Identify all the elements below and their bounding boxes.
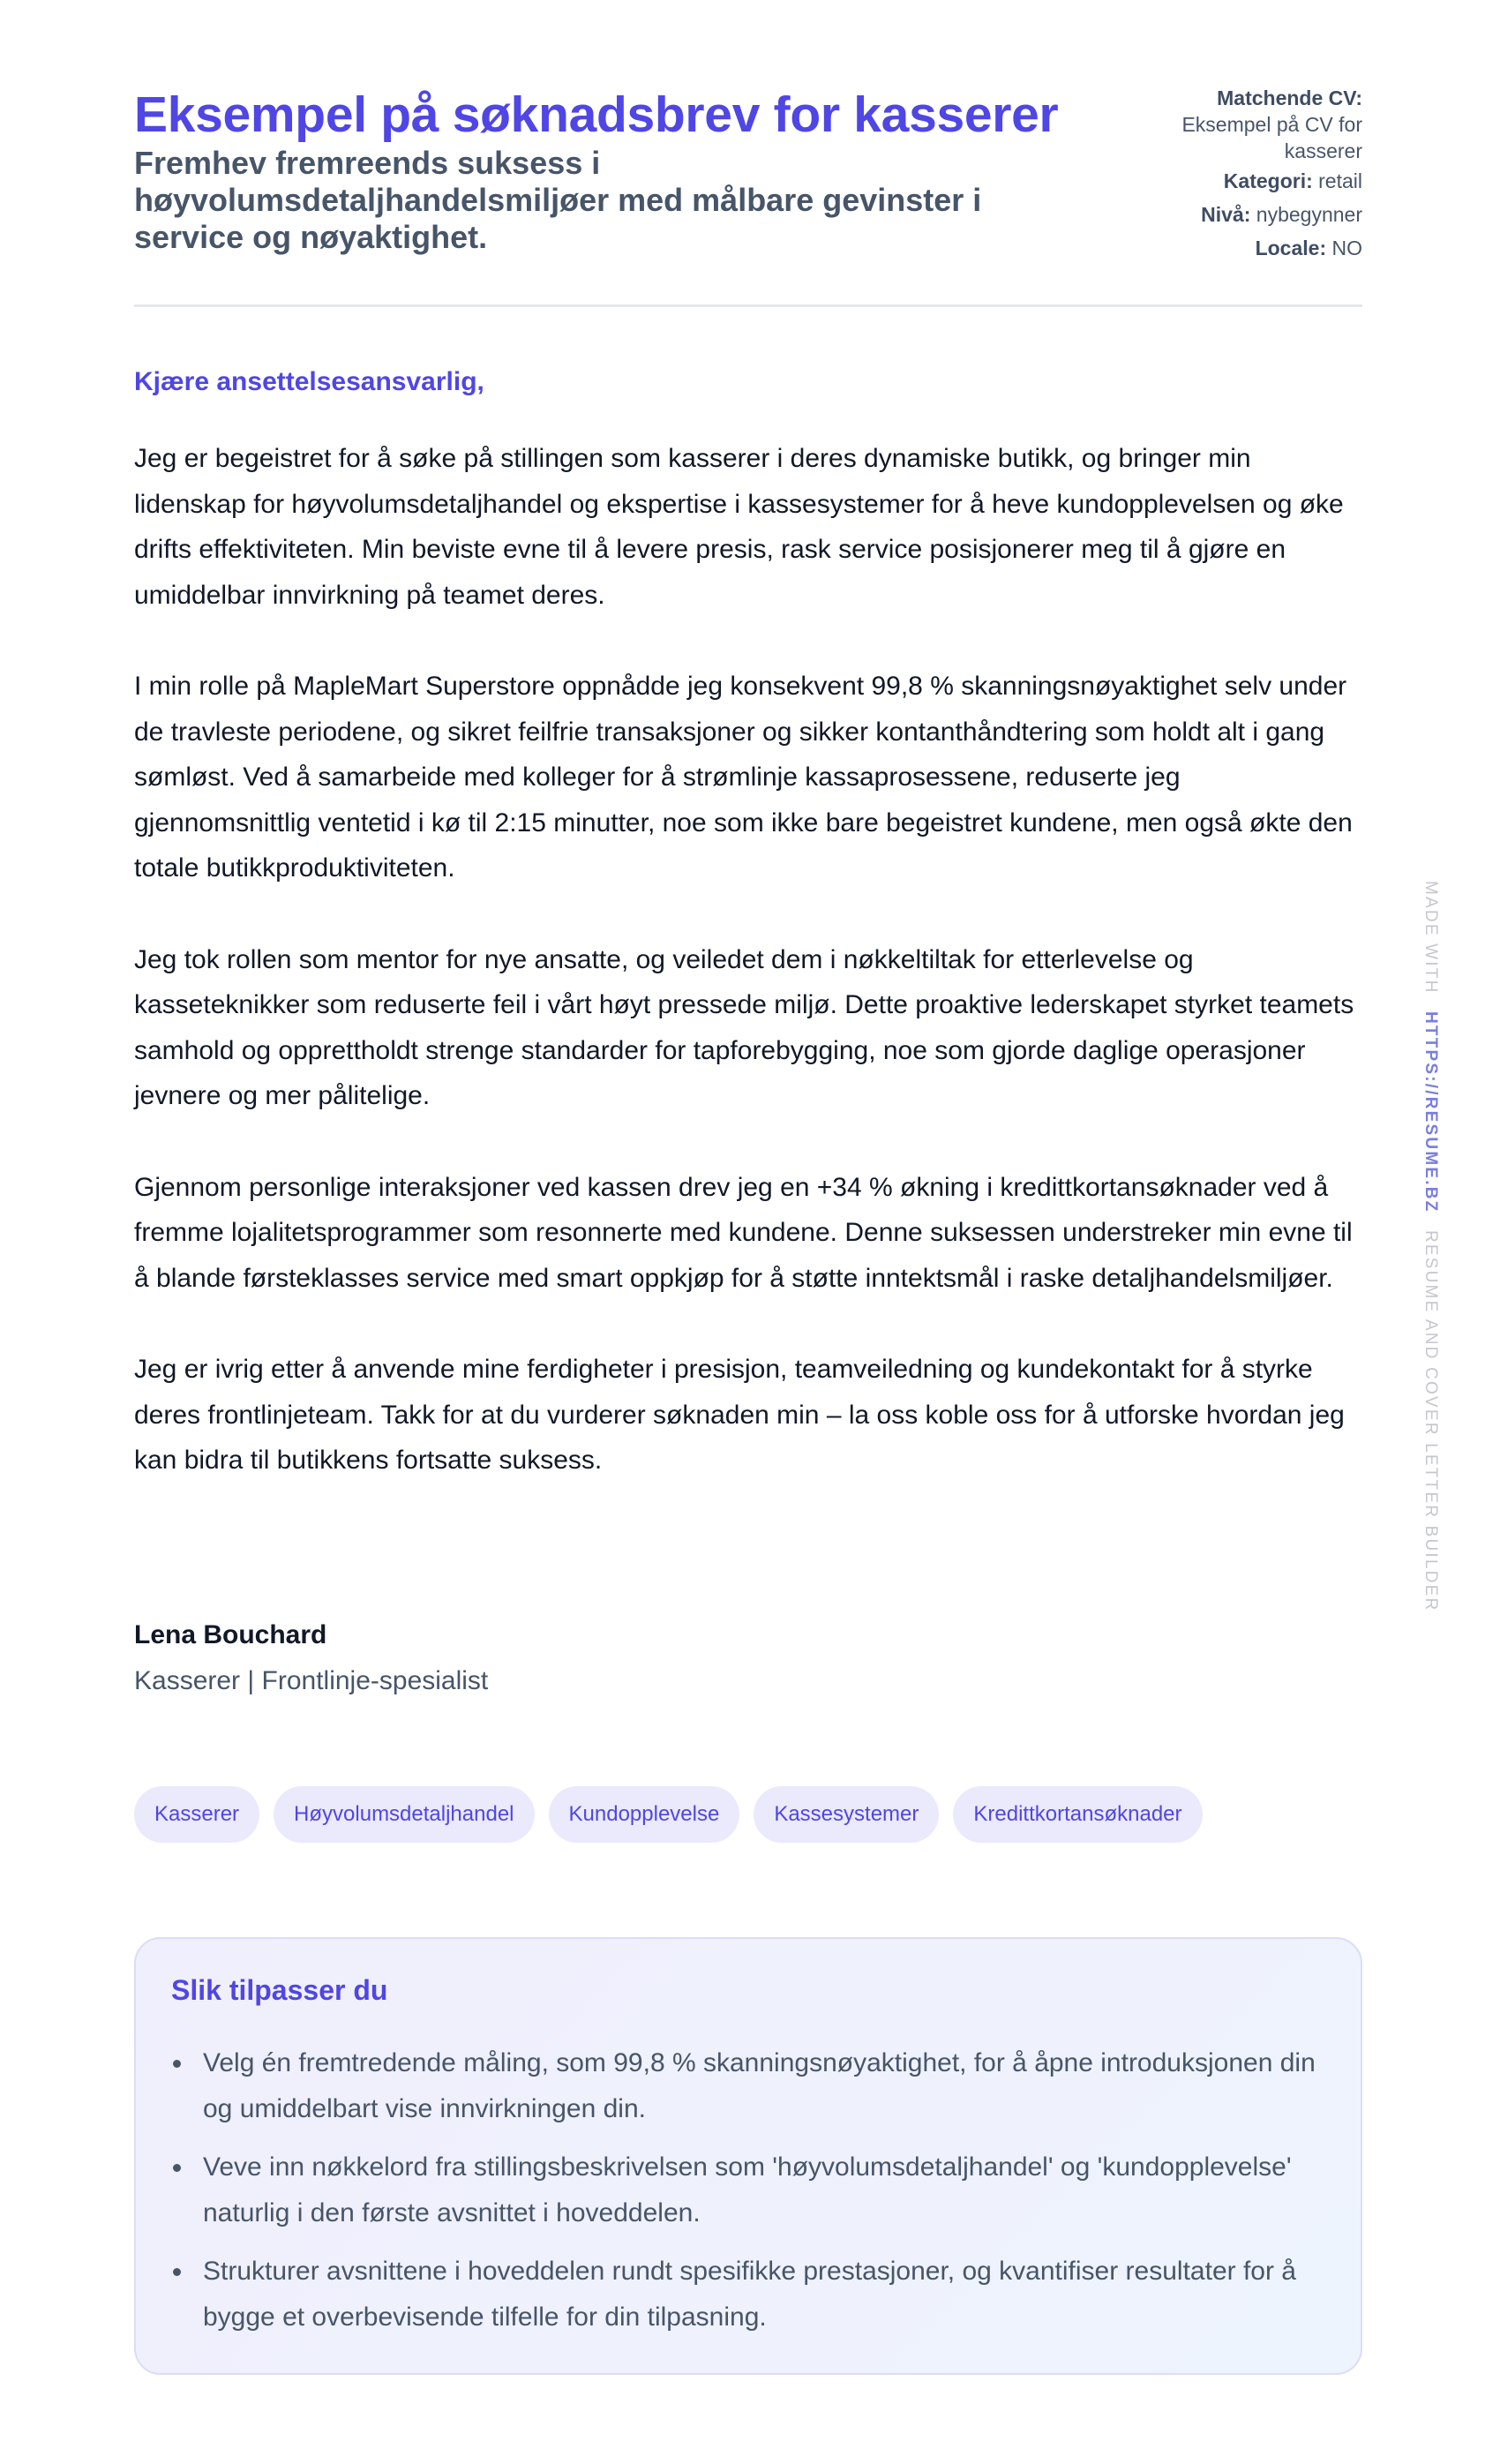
keyword-tag: Kasserer [134, 1786, 259, 1843]
meta-locale-label: Locale: [1255, 237, 1327, 259]
letter-paragraph: Gjennom personlige interaksjoner ved kassen drev jeg en +34 % økning i kredittkortansøknader ved å fremme lojalitetsprogrammer som resonnerte med kundene. Denne suksessen understreker min evne til å blande førsteklasses service med smart oppkjøp for å støtte inntektsmål i raske detaljhandelsmiljøer. [134, 1172, 1353, 1293]
tips-list-item [171, 2145, 1325, 2236]
keyword-tag: Kassesystemer [754, 1786, 939, 1843]
signature-block [134, 1620, 488, 1696]
meta-category-value: retail [1318, 169, 1362, 192]
letter-paragraph: I min rolle på MapleMart Superstore oppnådde jeg konsekvent 99,8 % skanningsnøyaktighet selv under de travleste periodene, og sikret feilfrie transaksjoner og sikker kontanthåndtering som holdt alt i gang sømløst. Ved å samarbeide med kolleger for å strømlinje kassaprosessene, reduserte jeg gjennomsnittlig ventetid i kø til 2:15 minutter, noe som ikke bare begeistret kundene, men også økte den totale butikkproduktiviteten. [134, 672, 1353, 883]
meta-level-value: nybegynner [1256, 203, 1362, 226]
signature-name: Lena Bouchard [134, 1620, 327, 1649]
cover-letter-page [134, 0, 1362, 2332]
letter-greeting: Kjære ansettelsesansvarlig, [134, 367, 484, 396]
meta-matching-cv-label: Matchende CV: [1217, 86, 1362, 109]
meta-category [1133, 168, 1362, 194]
meta-matching-cv [1133, 85, 1362, 164]
meta-matching-cv-value[interactable]: Eksempel på CV for kasserer [1181, 113, 1362, 162]
bullet-icon [173, 2164, 181, 2172]
meta-panel [1133, 85, 1362, 268]
page-header [134, 0, 1362, 307]
meta-category-label: Kategori: [1223, 169, 1313, 192]
bullet-icon [173, 2060, 181, 2068]
page-title: Eksempel på søknadsbrev for kasserer [134, 86, 1059, 143]
tips-item-text: Veve inn nøkkelord fra stillingsbeskrivelsen som 'høyvolumsdetaljhandel' og 'kundopplevelse' naturlig i den første avsnittet i hoveddelen. [203, 2152, 1292, 2227]
meta-level-label: Nivå: [1201, 203, 1251, 226]
keyword-tags [134, 1786, 1203, 1843]
meta-locale [1133, 235, 1362, 261]
letter-paragraph: Jeg tok rollen som mentor for nye ansatte, og veiledet dem i nøkkeltiltak for etterlevelse og kasseteknikker som reduserte feil i vårt høyt pressede miljø. Dette proaktive lederskapet styrket teamets samhold og opprettholdt strenge standarder for tapforebygging, noe som gjorde daglige operasjoner jevnere og mer pålitelige. [134, 944, 1354, 1110]
watermark-brand-link[interactable]: HTTPS://RESUME.BZ [1421, 1011, 1440, 1213]
tips-list-item [171, 2249, 1325, 2340]
watermark-suffix: RESUME AND COVER LETTER BUILDER [1421, 1229, 1440, 1612]
watermark-prefix: MADE WITH [1421, 881, 1440, 995]
tips-item-text: Velg én fremtredende måling, som 99,8 % skanningsnøyaktighet, for å åpne introduksjonen din og umiddelbart vise innvirkningen din. [203, 2048, 1316, 2123]
keyword-tag: Kredittkortansøknader [953, 1786, 1202, 1843]
meta-locale-value: NO [1331, 237, 1362, 259]
letter-paragraph: Jeg er ivrig etter å anvende mine ferdigheter i presisjon, teamveiledning og kundekontakt for å styrke deres frontlinjeteam. Takk for at du vurderer søknaden min – la oss koble oss for å utforske hvordan jeg kan bidra til butikkens fortsatte suksess. [134, 1355, 1345, 1475]
tips-item-text: Strukturer avsnittene i hoveddelen rundt spesifikke prestasjoner, og kvantifiser resultater for å bygge et overbevisende tilfelle for din tilpasning. [203, 2257, 1296, 2332]
tailoring-tips-card [134, 1937, 1362, 2375]
keyword-tag: Kundopplevelse [549, 1786, 740, 1843]
tips-list [171, 2040, 1325, 2340]
watermark [1421, 881, 1440, 1611]
meta-level [1133, 201, 1362, 228]
letter-body [134, 436, 1362, 1529]
page-subtitle: Fremhev fremreends suksess i høyvolumsdetaljhandelsmiljøer med målbare gevinster i service og nøyaktighet. [134, 145, 982, 255]
tips-list-item [171, 2040, 1325, 2132]
letter-paragraph: Jeg er begeistret for å søke på stillingen som kasserer i deres dynamiske butikk, og bringer min lidenskap for høyvolumsdetaljhandel og ekspertise i kassesystemer for å heve kundopplevelsen og øke drifts effektiviteten. Min beviste evne til å levere presis, rask service posisjonerer meg til å gjøre en umiddelbar innvirkning på teamet deres. [134, 444, 1344, 610]
signature-title: Kasserer | Frontlinje-spesialist [134, 1666, 489, 1695]
keyword-tag: Høyvolumsdetaljhandel [274, 1786, 534, 1843]
bullet-icon [173, 2268, 181, 2276]
tips-title: Slik tilpasser du [171, 1974, 388, 2006]
